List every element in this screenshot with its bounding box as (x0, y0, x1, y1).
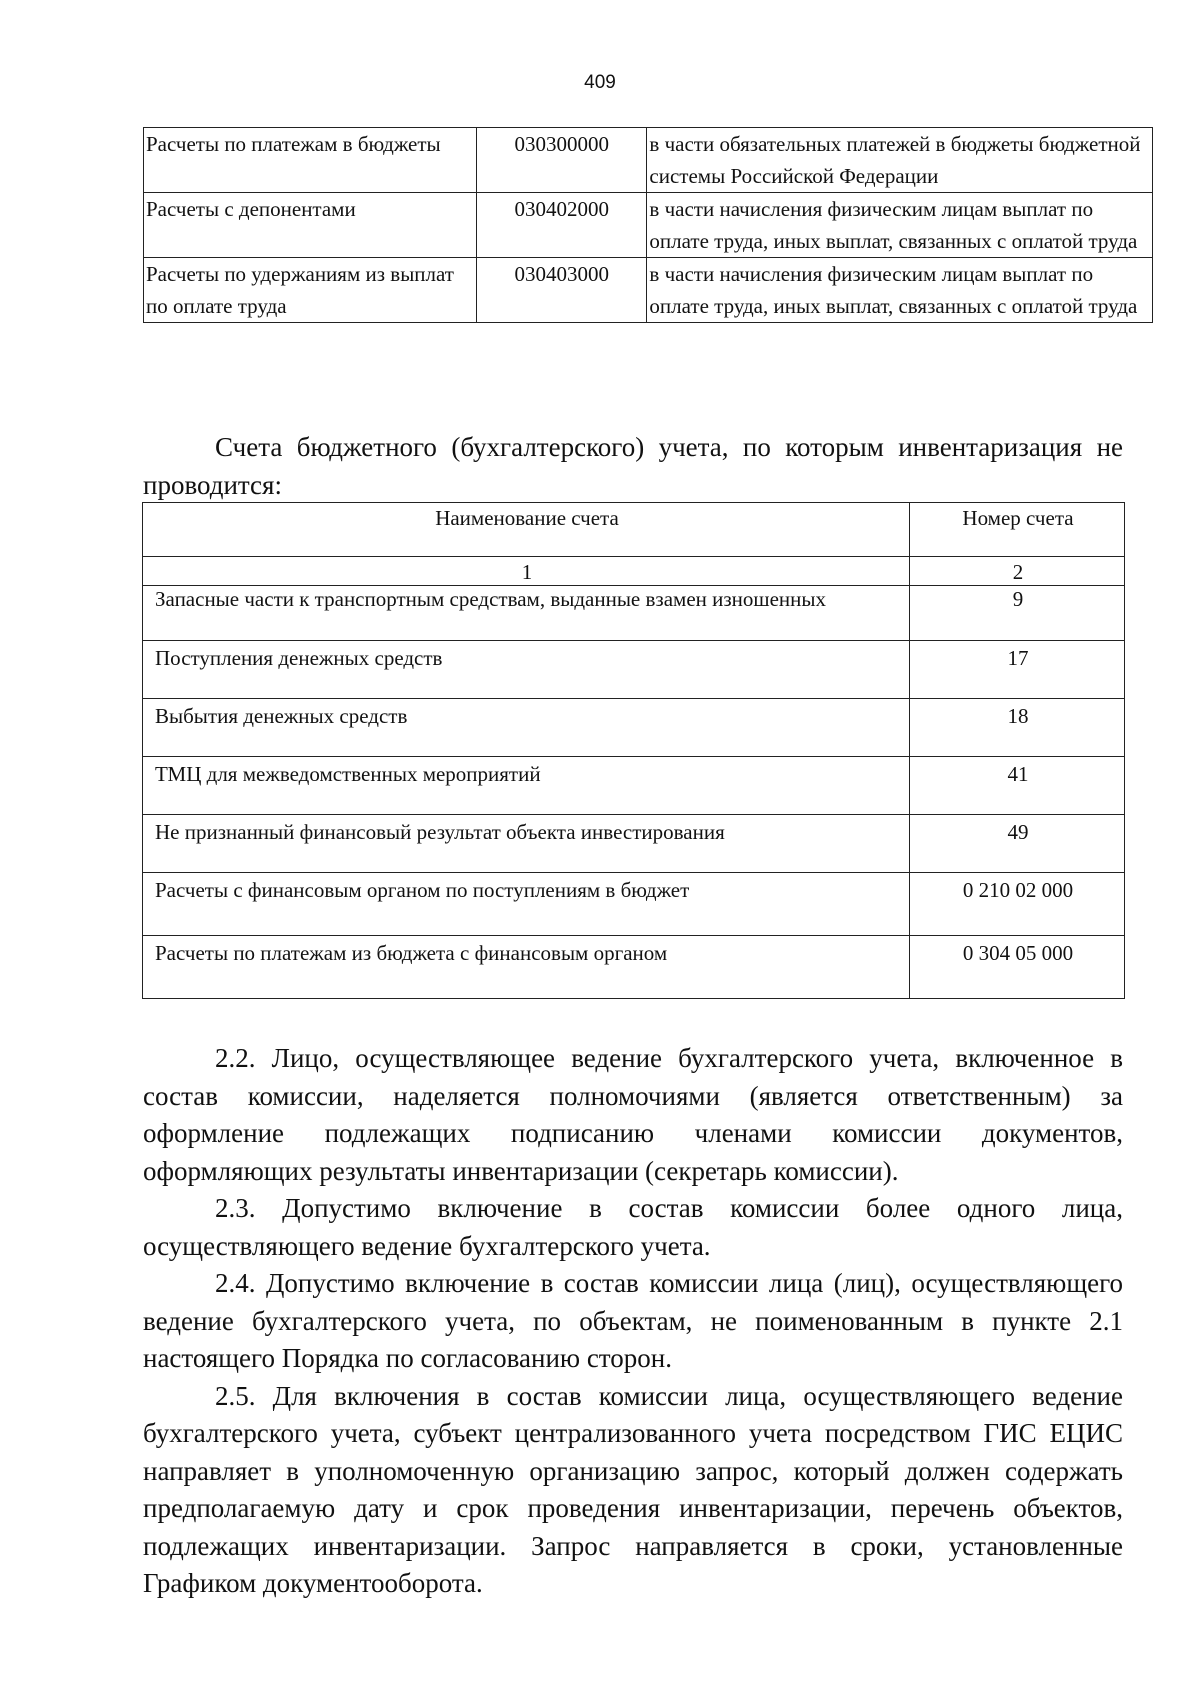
body-text (143, 1040, 1123, 1603)
paragraph-2-4 (143, 1265, 1123, 1378)
intro-paragraph (143, 428, 1123, 504)
account-number-cell: 17 (910, 641, 1125, 699)
account-number-cell: 49 (910, 815, 1125, 873)
header-account-name: Наименование счета (143, 503, 910, 557)
account-number-cell: 0 210 02 000 (910, 873, 1125, 936)
table-header-row (143, 503, 1125, 557)
account-number-cell: 41 (910, 757, 1125, 815)
column-number-row (143, 557, 1125, 586)
account-name-cell: Расчеты по платежам из бюджета с финансовым органом (143, 936, 910, 999)
account-note-cell: в части обязательных платежей в бюджеты бюджетной системы Российской Федерации (647, 128, 1153, 193)
paragraph-text: 2.3. Допустимо включение в состав комиссии более одного лица, осуществляющего ведение бухгалтерского учета. (143, 1193, 1123, 1261)
account-name-cell: Не признанный финансовый результат объекта инвестирования (143, 815, 910, 873)
table-row (144, 193, 1153, 258)
paragraph-2-3 (143, 1190, 1123, 1265)
account-note-cell: в части начисления физическим лицам выплат по оплате труда, иных выплат, связанных с оплатой труда (647, 193, 1153, 258)
account-name-cell: Расчеты с финансовым органом по поступлениям в бюджет (143, 873, 910, 936)
table-row (143, 586, 1125, 641)
paragraph-2-5 (143, 1378, 1123, 1603)
account-name-cell: Запасные части к транспортным средствам, выданные взамен изношенных (143, 586, 910, 641)
paragraph-2-2 (143, 1040, 1123, 1190)
account-code-cell: 030300000 (477, 128, 647, 193)
accounts-not-inventoried-table (142, 502, 1125, 999)
table-row (143, 757, 1125, 815)
account-code-cell: 030402000 (477, 193, 647, 258)
page-number: 409 (584, 72, 616, 93)
account-note-cell: в части начисления физическим лицам выплат по оплате труда, иных выплат, связанных с оплатой труда (647, 258, 1153, 323)
table-row (143, 873, 1125, 936)
account-name-cell: ТМЦ для межведомственных мероприятий (143, 757, 910, 815)
table-row (143, 699, 1125, 757)
paragraph-text: 2.5. Для включения в состав комиссии лица, осуществляющего ведение бухгалтерского учета, субъект централизованного учета посредством ГИС ЕЦИС направляет в уполномоченную организацию запрос, который должен содержать предполагаемую дату и срок проведения инвентаризации, перечень объектов, подлежащих инвентаризации. Запрос направляется в сроки, установленные Графиком документооборота. (143, 1380, 1123, 1598)
header-account-number: Номер счета (910, 503, 1125, 557)
paragraph-text: 2.4. Допустимо включение в состав комиссии лица (лиц), осуществляющего ведение бухгалтерского учета, по объектам, не поименованным в пункте 2.1 настоящего Порядка по согласованию сторон. (143, 1268, 1123, 1373)
table-row (143, 936, 1125, 999)
account-name-cell: Поступления денежных средств (143, 641, 910, 699)
account-number-cell: 18 (910, 699, 1125, 757)
table-row (143, 815, 1125, 873)
intro-text: Счета бюджетного (бухгалтерского) учета, по которым инвентаризация не проводится: (143, 432, 1123, 500)
account-code-cell: 030403000 (477, 258, 647, 323)
account-name-cell: Расчеты по удержаниям из выплат по оплате труда (144, 258, 477, 323)
account-name-cell: Выбытия денежных средств (143, 699, 910, 757)
account-name-cell: Расчеты по платежам в бюджеты (144, 128, 477, 193)
account-name-cell: Расчеты с депонентами (144, 193, 477, 258)
paragraph-text: 2.2. Лицо, осуществляющее ведение бухгалтерского учета, включенное в состав комиссии, наделяется полномочиями (является ответственным) за оформление подлежащих подписанию членами комиссии документов, оформляющих результаты инвентаризации (секретарь комиссии). (143, 1043, 1123, 1186)
table-row (144, 258, 1153, 323)
payments-table (143, 127, 1153, 323)
account-number-cell: 9 (910, 586, 1125, 641)
column-number-2: 2 (910, 557, 1125, 586)
account-number-cell: 0 304 05 000 (910, 936, 1125, 999)
column-number-1: 1 (143, 557, 910, 586)
table-row (143, 641, 1125, 699)
table-row (144, 128, 1153, 193)
